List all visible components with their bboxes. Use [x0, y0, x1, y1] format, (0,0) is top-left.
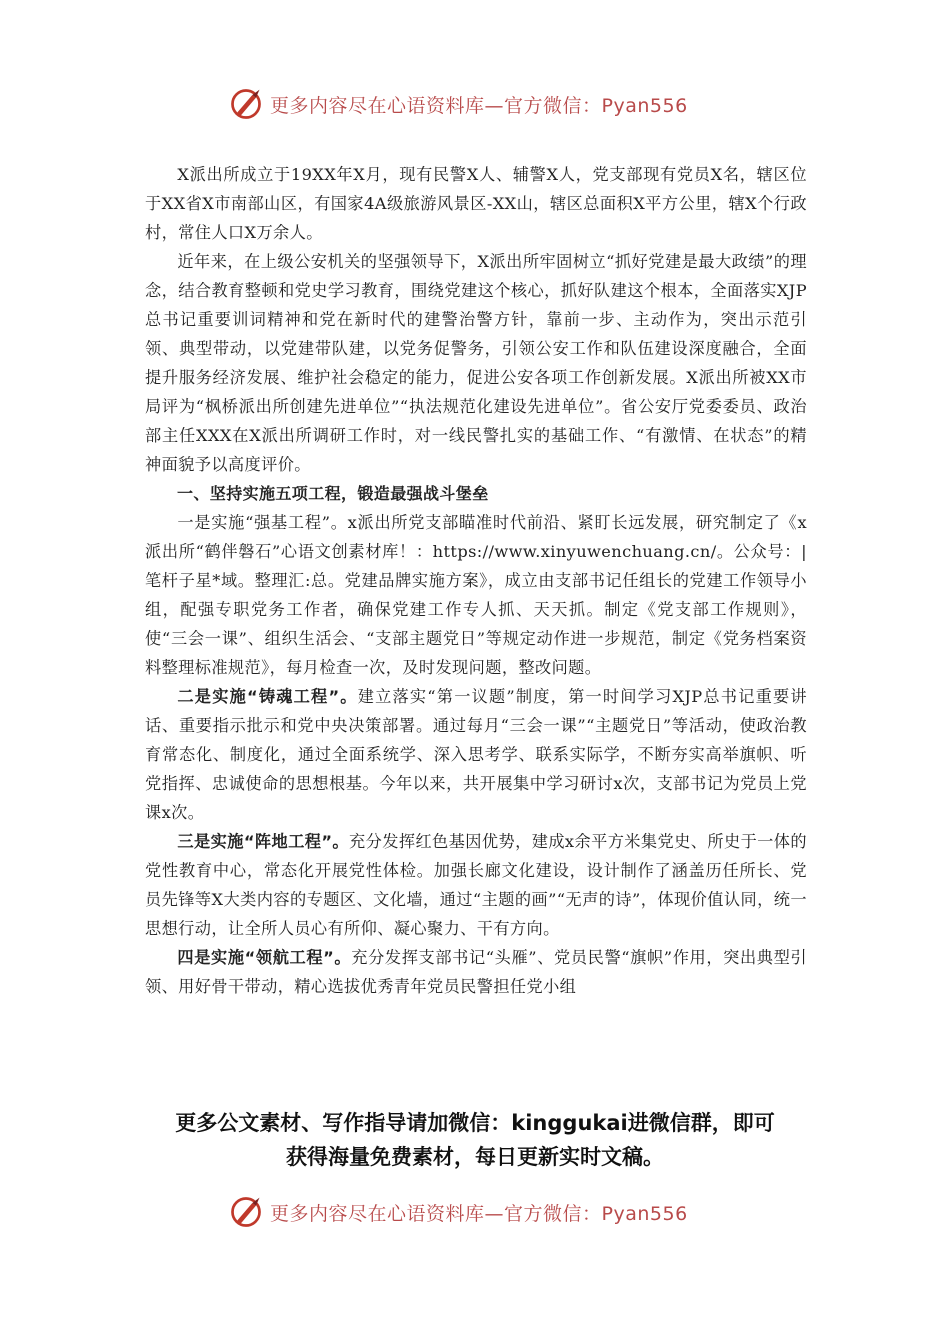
promo-line-1: 更多公文素材、写作指导请加微信：kinggukai进微信群，即可 [175, 1111, 775, 1135]
footer-banner [228, 1192, 748, 1232]
promo-line-2: 获得海量免费素材，每日更新实时文稿。 [286, 1145, 664, 1169]
paragraph-overview [145, 247, 807, 479]
header-banner [228, 84, 748, 124]
promo-notice [100, 1106, 850, 1174]
item-lead: 四是实施“领航工程”。 [177, 948, 352, 967]
item-paragraph [145, 827, 807, 943]
document-body [145, 160, 807, 1001]
paragraph-text: 近年来，在上级公安机关的坚强领导下，X派出所牢固树立“抓好党建是最大政绩”的理念，结合教育整顿和党史学习教育，围绕党建这个核心，抓好队建这个根本，全面落实XJP总书记重要训词精神和党在新时代的建警治警方针，靠前一步、主动作为，突出示范引领、典型带动，以党建带队建，以党务促警务，引领公安工作和队伍建设深度融合，全面提升服务经济发展、维护社会稳定的能力，促进公安各项工作创新发展。X派出所被XX市局评为“枫桥派出所创建先进单位”“执法规范化建设先进单位”。省公安厅党委委员、政治部主任XXX在X派出所调研工作时，对一线民警扎实的基础工作、“有激情、在状态”的精神面貌予以高度评价。 [145, 252, 807, 474]
paragraph-text: 建立落实“第一议题”制度，第一时间学习XJP总书记重要讲话、重要指示批示和党中央决策部署。通过每月“三会一课”“主题党日”等活动，使政治教育常态化、制度化，通过全面系统学、深入思考学、联系实际学，不断夯实高举旗帜、听党指挥、忠诚使命的思想根基。今年以来，共开展集中学习研讨x次，支部书记为党员上党课x次。 [145, 687, 807, 822]
item-paragraph [145, 943, 807, 1001]
item-lead: 二是实施“铸魂工程”。 [177, 687, 358, 706]
paragraph-text: 充分发挥红色基因优势，建成x余平方米集党史、所史于一体的党性教育中心，常态化开展党性体检。加强长廊文化建设，设计制作了涵盖历任所长、党员先锋等X大类内容的专题区、文化墙，通过“主题的画”“无声的诗”，体现价值认同，统一思想行动，让全所人员心有所仰、凝心聚力、干有方向。 [145, 832, 807, 938]
paragraph-text: X派出所成立于19XX年X月，现有民警X人、辅警X人，党支部现有党员X名，辖区位于XX省X市南部山区，有国家4A级旅游风景区-XX山，辖区总面积X平方公里，辖X个行政村，常住人口X万余人。 [145, 165, 807, 242]
paragraph-intro [145, 160, 807, 247]
footer-banner-text: 更多内容尽在心语资料库—官方微信：Pyan556 [270, 1202, 688, 1225]
quill-logo-icon [228, 86, 264, 122]
paragraph-text: 一是实施“强基工程”。x派出所党支部瞄准时代前沿、紧盯长远发展，研究制定了《x派出所“鹤伴磐石”心语文创素材库！：https://www.xinyuwenchuang.cn/。公众号：|笔杆子星*域。整理汇:总。党建品牌实施方案》，成立由支部书记任组长的党建工作领导小组，配强专职党务工作者，确保党建工作专人抓、天天抓。制定《党支部工作规则》，使“三会一课”、组织生活会、“支部主题党日”等规定动作进一步规范，制定《党务档案资料整理标准规范》，每月检查一次，及时发现问题，整改问题。 [145, 513, 807, 677]
quill-logo-icon [228, 1194, 264, 1230]
item-paragraph [145, 682, 807, 827]
section-heading: 一、坚持实施五项工程，锻造最强战斗堡垒 [177, 484, 489, 503]
paragraph-text: 充分发挥支部书记“头雁”、党员民警“旗帜”作用，突出典型引领、用好骨干带动，精心选拔优秀青年党员民警担任党小组 [145, 948, 807, 996]
header-banner-text: 更多内容尽在心语资料库—官方微信：Pyan556 [270, 94, 688, 117]
item-lead: 三是实施“阵地工程”。 [177, 832, 349, 851]
item-paragraph [145, 508, 807, 682]
